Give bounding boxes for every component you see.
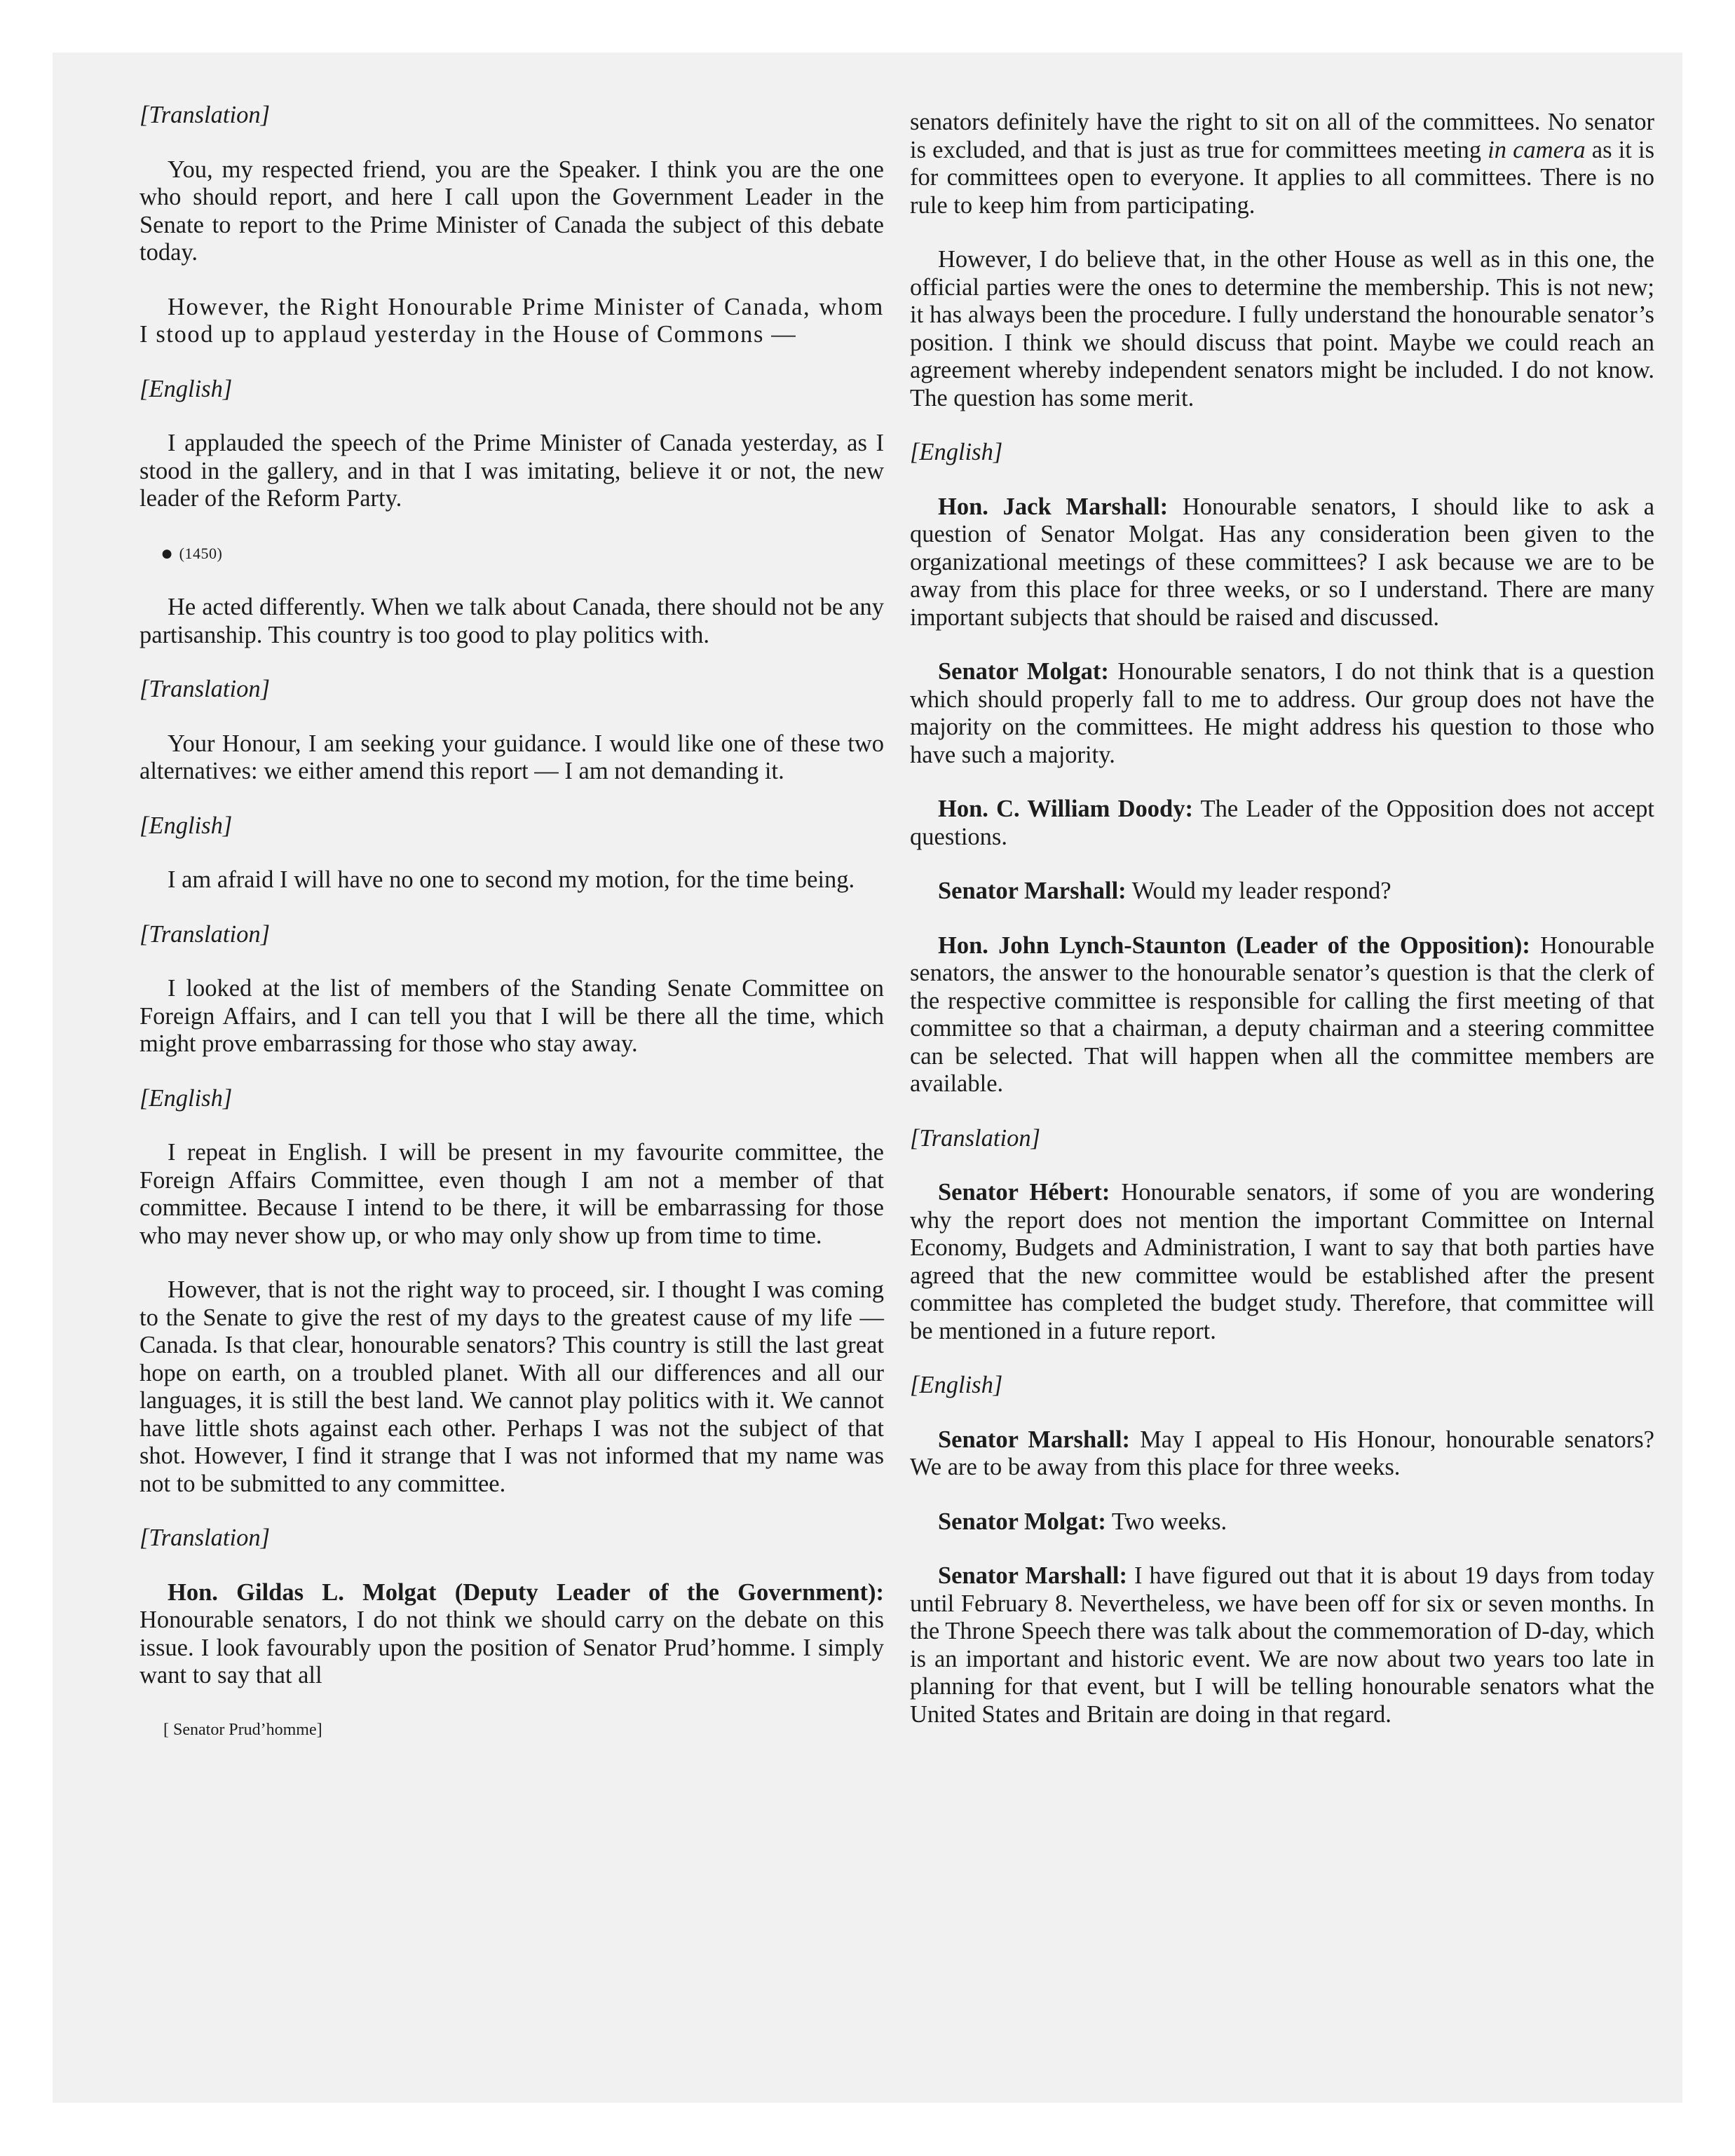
paragraph: However, I do believe that, in the other House as well as in this one, the official parties were the ones to determine the membership. This is not new; it has always been the procedure. I fully understand the honourable senator’s position. I think we should discuss that point. Maybe we could reach an agreement whereby independent senators might be included. I do not know. The question has some merit. — [910, 246, 1654, 411]
italic-term: in camera — [1488, 136, 1586, 163]
speech-text: Two weeks. — [1111, 1508, 1227, 1535]
speaker-name: Hon. Jack Marshall: — [938, 493, 1169, 520]
paragraph: However, the Right Honourable Prime Minister of Canada, whom I stood up to applaud yesterday in the House of Commons — — [140, 293, 884, 348]
speech-paragraph — [910, 932, 1654, 1098]
speech-paragraph — [910, 493, 1654, 632]
time-marker-label: (1450) — [179, 544, 223, 562]
language-tag: [English] — [910, 439, 1003, 465]
speech-text: Honourable senators, I should like to ask a question of Senator Molgat. Has any consideration been given to the organizational meetings of these committees? I ask because we are to be away from this place for three weeks, or so I understand. There are many important subjects that should be raised and discussed. — [910, 493, 1655, 631]
language-tag: [English] — [140, 1084, 233, 1112]
speaker-name: Hon. Gildas L. Molgat (Deputy Leader of the Government): — [168, 1578, 884, 1606]
paragraph: You, my respected friend, you are the Speaker. I think you are the one who should report, and here I call upon the Government Leader in the Senate to report to the Prime Minister of Canada the subject of this debate today. — [140, 156, 884, 266]
language-tag: [English] — [140, 812, 233, 839]
speech-paragraph — [910, 658, 1654, 769]
paragraph: I applauded the speech of the Prime Minister of Canada yesterday, as I stood in the gallery, and in that I was imitating, believe it or not, the new leader of the Reform Party. — [140, 430, 884, 512]
language-tag: [Translation] — [140, 1524, 270, 1551]
speech-text: Honourable senators, I do not think that is a question which should properly fall to me to address. Our group does not have the majority on the committees. He might address his question to those who have such a majority. — [910, 658, 1654, 768]
speaker-name: Senator Marshall: — [938, 1426, 1131, 1453]
language-tag: [Translation] — [140, 920, 270, 948]
speech-paragraph — [910, 1179, 1654, 1345]
paragraph: Your Honour, I am seeking your guidance. I would like one of these two alternatives: we either amend this report — I am not demanding it. — [140, 730, 884, 784]
text-run: as it is for committees open to everyone. It applies to all committees. There is no rule to keep him from participating. — [910, 136, 1655, 219]
paragraph: I am afraid I will have no one to second my motion, for the time being. — [168, 866, 855, 893]
paragraph: He acted differently. When we talk about Canada, there should not be any partisanship. This country is too good to play politics with. — [140, 594, 884, 648]
speech-text: Honourable senators, the answer to the honourable senator’s question is that the clerk of the respective committee is responsible for calling the first meeting of that committee so that a chairman, a deputy chairman and a steering committee can be selected. That will happen when all the committee members are available. — [910, 932, 1654, 1097]
speech-text: May I appeal to His Honour, honourable senators? We are to be away from this place for three weeks. — [910, 1426, 1654, 1480]
left-column — [140, 102, 884, 1744]
paragraph: I looked at the list of members of the Standing Senate Committee on Foreign Affairs, and I can tell you that I will be there all the time, which might prove embarrassing for those who stay away. — [140, 975, 884, 1057]
page-sheet — [53, 53, 1682, 2103]
paragraph: I repeat in English. I will be present in my favourite committee, the Foreign Affairs Committee, even though I am not a member of that committee. Because I intend to be there, it will be embarrassing for those who may never show up, or who may only show up from time to time. — [140, 1139, 884, 1249]
paragraph — [910, 109, 1654, 219]
speech-paragraph — [910, 878, 1654, 906]
speech-text: Would my leader respond? — [1131, 878, 1392, 904]
language-tag: [Translation] — [910, 1124, 1040, 1152]
speaker-name: Senator Molgat: — [938, 658, 1109, 685]
speech-paragraph — [910, 1426, 1654, 1482]
language-tag: [English] — [910, 1372, 1003, 1398]
speech-paragraph — [910, 1508, 1654, 1536]
time-marker — [161, 540, 884, 568]
speaker-name: Senator Marshall: — [938, 878, 1127, 904]
speech-text: The Leader of the Opposition does not accept questions. — [910, 796, 1654, 850]
speaker-name: Senator Molgat: — [938, 1508, 1106, 1535]
page-footer: [ Senator Prud’homme] — [163, 1720, 322, 1739]
bullet-icon: ● — [161, 541, 174, 565]
text-run: senators definitely have the right to sit on all of the committees. No senator is excluded, and that is just as true for committees meeting — [910, 109, 1654, 163]
speech-paragraph — [140, 1579, 884, 1690]
language-tag: [English] — [140, 375, 233, 402]
speech-paragraph — [910, 1562, 1654, 1728]
speech-text: Honourable senators, I do not think we should carry on the debate on this issue. I look favourably upon the position of Senator Prud’homme. I simply want to say that all — [140, 1606, 884, 1688]
speaker-name: Senator Marshall: — [938, 1562, 1127, 1589]
speaker-name: Hon. C. William Doody: — [938, 796, 1193, 822]
language-tag: [Translation] — [140, 676, 270, 702]
right-column — [910, 109, 1654, 1755]
speech-text: I have figured out that it is about 19 days from today until February 8. Nevertheless, we have been off for six or seven months. In the Throne Speech there was talk about the commemoration of D-day, which is an important and historic event. We are now about two years too late in planning for that event, but I will be telling honourable senators what the United States and Britain are doing in that regard. — [910, 1562, 1655, 1728]
paragraph: However, that is not the right way to proceed, sir. I thought I was coming to the Senate to give the rest of my days to the greatest cause of my life — Canada. Is that clear, honourable senators? This country is still the last great hope on earth, on a troubled planet. With all our differences and all our languages, it is still the best land. We cannot play politics with it. We cannot have little shots against each other. Perhaps I was not the subject of that shot. However, I find it strange that I was not informed that my name was not to be submitted to any committee. — [140, 1276, 884, 1497]
speaker-name: Hon. John Lynch-Staunton (Leader of the Opposition): — [938, 932, 1530, 959]
speech-text: Honourable senators, if some of you are wondering why the report does not mention the important Committee on Internal Economy, Budgets and Administration, I want to say that both parties have agreed that the new committee would be established after the present committee has completed the budget study. Therefore, that committee will be mentioned in a future report. — [910, 1179, 1655, 1344]
speaker-name: Senator Hébert: — [938, 1179, 1110, 1206]
speech-paragraph — [910, 796, 1654, 851]
language-tag: [Translation] — [140, 102, 270, 128]
